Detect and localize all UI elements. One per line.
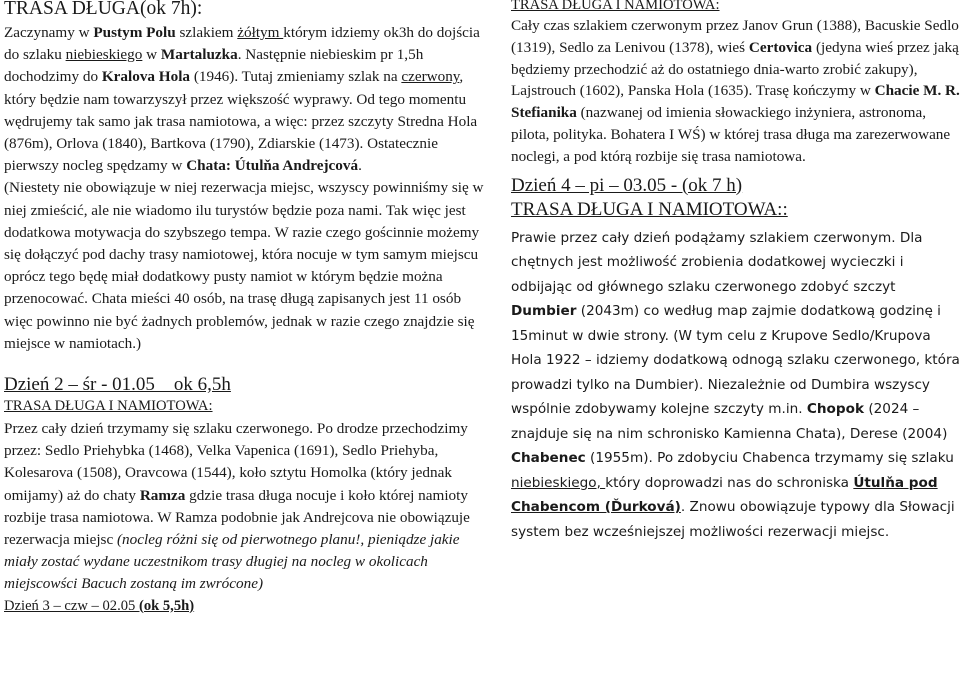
route-description: Zaczynamy w Pustym Polu szlakiem żółtym którym idziemy ok3h do dojścia do szlaku niebieskiego w Martaluzka. Następnie niebieskim pr 1,5h dochodzimy do Kralova Hola (1946). Tutaj zmieniamy szlak na czerwony, który będzie nam towarzyszył przez większość wyprawy. Od tego momentu wędrujemy tak samo jak trasa namiotowa, a więc: przez szczyty Stredna Hola (876m), Orlova (1840), Bartkova (1790), Zdiarskie (1473). Ostatecznie pierwszy nocleg spędzamy w Chata: Útulňa Andrejcová. bbox=[4, 24, 480, 175]
day3-heading: Dzień 3 – czw – 02.05 (ok 5,5h) bbox=[4, 597, 195, 614]
place-andrejcova: Chata: Útulňa Andrejcová bbox=[186, 157, 359, 175]
day4-heading: Dzień 4 – pi – 03.05 - (ok 7 h) bbox=[511, 174, 743, 196]
day2-subheading: TRASA DŁUGA I NAMIOTOWA: bbox=[4, 398, 213, 415]
day2-heading: Dzień 2 – śr - 01.05 ok 6,5h bbox=[4, 374, 231, 396]
reservation-note: (Niestety nie obowiązuje w niej rezerwacja miejsc, wszyscy powinniśmy się w niej zmieścić, ale nie wiadomo ilu turystów będzie poza nami. Tak więc jest dodatkowa motywacja do szybszego tempa. W razie czego gościnnie możemy się dołączyć pod dachy trasy namiotowej, która nocuje w tym samym miejscu oprócz tego będę miał dodatkowy pusty namiot w którym będzie można przenocować. Chata mieści 40 osób, na trasę długą zapisanych jest 11 osób więc powinno nie być żadnych problemów, jednak w razie czego znajdzie się miejsce w namiotach.) bbox=[4, 179, 484, 352]
place-certovica: Certovica bbox=[748, 38, 813, 56]
place-chabenec: Chabenec bbox=[511, 450, 586, 467]
place-durkova: Útulňa pod Chabencom (Ďurková) bbox=[511, 474, 938, 516]
day3-subheading: TRASA DŁUGA I NAMIOTOWA: bbox=[511, 0, 720, 13]
place-pusty-pole: Pustym Polu bbox=[93, 24, 176, 41]
place-ramza: Ramza bbox=[139, 486, 186, 504]
right-column bbox=[511, 0, 960, 544]
day2-description: Przez cały dzień trzymamy się szlaku czerwonego. Po drodze przechodzimy przez: Sedlo Priehybka (1468), Velka Vapenica (1691), Sedlo Priehyba, Kolesarova (1508), Oravcowa (1544), koło sztytu Homolka (który jednak omijamy) aż do chaty Ramza gdzie trasa długa nocuje i koło której namioty rozbije trasa namiotowa. W Ramza podobnie jak Andrejcova nie obowiązuje rezerwacja miejsc (nocleg różni się od pierwotnego planu!, pieniądze jakie miały zostać wydane uczestnikom trasy długiej na nocleg w okolicach miejscowści Bacuch zostaną im zwrócone) bbox=[4, 420, 470, 593]
day4-subheading: TRASA DŁUGA I NAMIOTOWA:: bbox=[511, 198, 788, 220]
place-kralova-hola: Kralova Hola bbox=[101, 68, 191, 86]
place-martaluzka: Martaluzka bbox=[160, 46, 238, 64]
place-chopok: Chopok bbox=[806, 401, 865, 418]
day4-description: Prawie przez cały dzień podążamy szlakiem czerwonym. Dla chętnych jest możliwość zrobienia dodatkowej wycieczki i odbijając od głównego szlaku czerwonego zdobyć szczyt Dumbier (2043m) co według map zajmie dodatkową godzinę i 15minut w dwie strony. (W tym celu z Krupove Sedlo/Krupova Hola 1922 – idziemy dodatkową odnogą szlaku czerwonego, która prowadzi tylko na Dumbier). Niezależnie od Dumbira wszyscy wspólnie zdobywamy kolejne szczyty m.in. Chopok (2024 – znajduje się na nim schronisko Kamienna Chata), Derese (2004) Chabenec (1955m). Po zdobyciu Chabenca trzymamy się szlaku niebieskiego, który doprowadzi nas do schroniska Útulňa pod Chabencom (Ďurková). Znowu obowiązuje typowy dla Słowacji system bez wcześniejszej możliwości rezerwacji miejsc. bbox=[511, 229, 960, 540]
day2-note: (nocleg różni się od pierwotnego planu!, pieniądze jakie miały zostać wydane uczestnikom trasy długiej na nocleg w okolicach miejscowści Bacuch zostaną im zwrócone) bbox=[4, 531, 460, 593]
trail-yellow: żółtym bbox=[237, 24, 284, 41]
day3-description: Cały czas szlakiem czerwonym przez Janov Grun (1388), Bacuskie Sedlo (1319), Sedlo za Lenivou (1378), wieś Certovica (jedyna wieś przez jaką będziemy przechodzić aż do ostatniego dnia-warto zrobić zakupy), Lajstrouch (1602), Panska Hola (1635). Trasę kończymy w Chacie M. R. Stefianika (nazwanej od imienia słowackiego inżyniera, astronoma, pilota, polityka. Bohatera I WŚ) w której trasa długa ma zarezerwowane noclegi, a pod którą rozbije się trasa namiotowa. bbox=[511, 17, 960, 165]
place-stefanika: Chacie M. R. Stefianika bbox=[511, 82, 960, 122]
route-title: TRASA DŁUGA(ok 7h): bbox=[4, 0, 203, 19]
trail-red: czerwony bbox=[401, 68, 460, 86]
left-column bbox=[4, 0, 488, 616]
trail-blue: niebieskiego bbox=[65, 46, 143, 64]
trail-blue-2: niebieskiego, bbox=[511, 474, 606, 491]
place-dumbier: Dumbier bbox=[511, 303, 577, 320]
